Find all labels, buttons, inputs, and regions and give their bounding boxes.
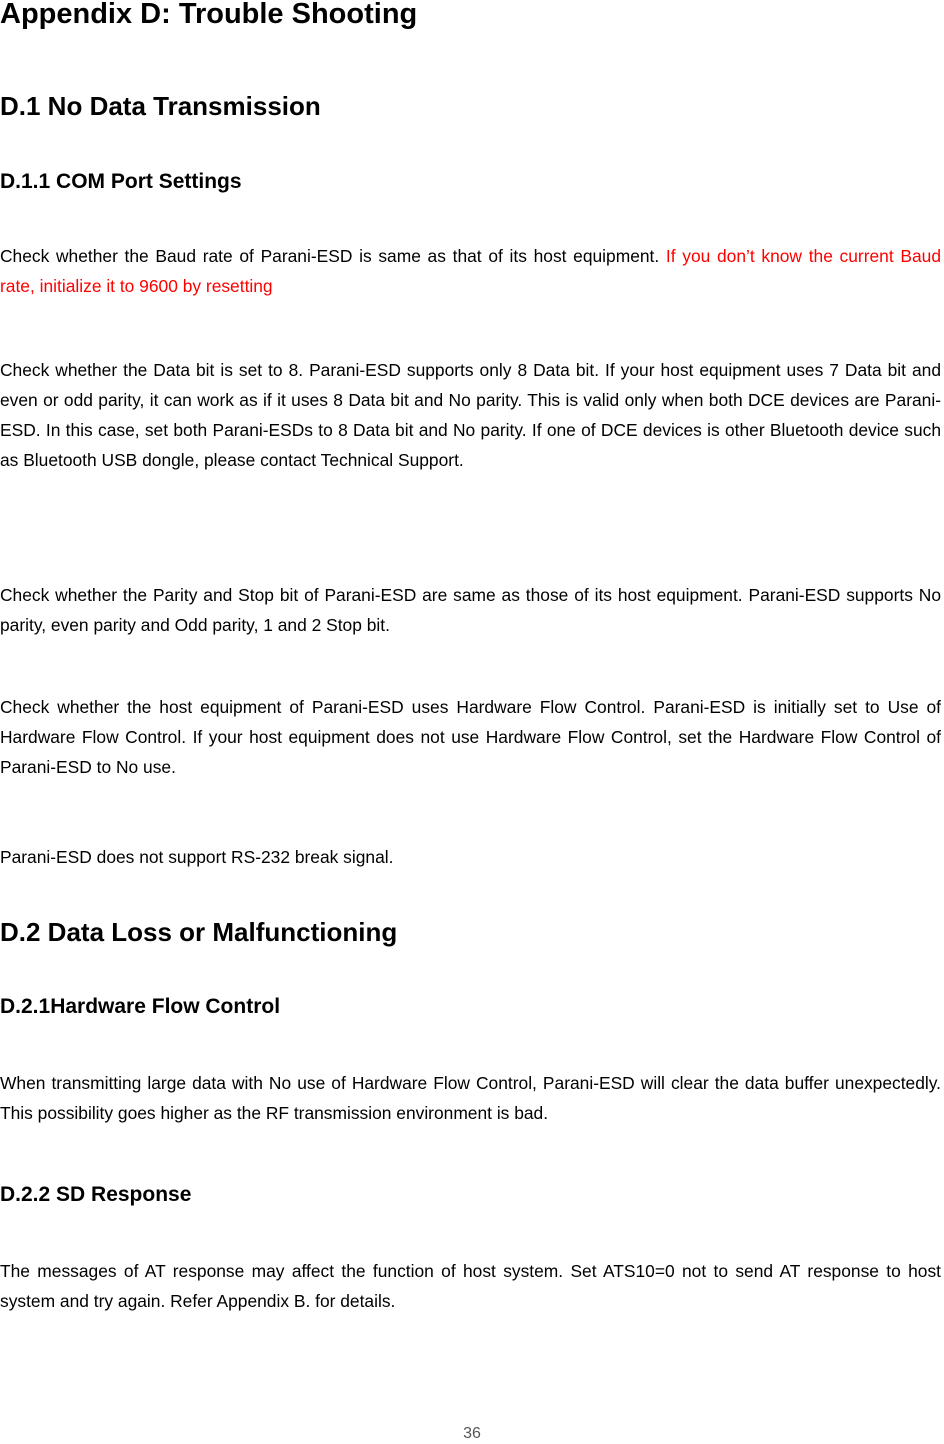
paragraph-baud-rate — [0, 241, 941, 301]
paragraph-hardware-flow-control: When transmitting large data with No use of Hardware Flow Control, Parani-ESD will clear the data buffer unexpectedly. This possibility goes higher as the RF transmission environment is bad. — [0, 1073, 941, 1123]
baud-rate-text: Check whether the Baud rate of Parani-ESD is same as that of its host equipment. — [0, 246, 666, 266]
subsection-heading-d22: D.2.2 SD Response — [0, 1183, 192, 1206]
subsection-heading-d21: D.2.1Hardware Flow Control — [0, 995, 281, 1018]
subsection-heading-d11: D.1.1 COM Port Settings — [0, 170, 242, 193]
baud-rate-warning-text: If you don’t know the current Baud rate, initialize it to 9600 by resetting — [0, 246, 941, 296]
paragraph-parity-stop-bit: Check whether the Parity and Stop bit of Parani-ESD are same as those of its host equipment. Parani-ESD supports No parity, even parity and Odd parity, 1 and 2 Stop bit. — [0, 585, 941, 635]
appendix-title: Appendix D: Trouble Shooting — [0, 0, 418, 30]
paragraph-data-bit: Check whether the Data bit is set to 8. Parani-ESD supports only 8 Data bit. If your host equipment uses 7 Data bit and even or odd parity, it can work as if it uses 8 Data bit and No parity. This is valid only when both DCE devices are Parani-ESD. In this case, set both Parani-ESDs to 8 Data bit and No parity. If one of DCE devices is other Bluetooth device such as Bluetooth USB dongle, please contact Technical Support. — [0, 360, 941, 470]
section-heading-d2: D.2 Data Loss or Malfunctioning — [0, 917, 398, 947]
paragraph-flow-control: Check whether the host equipment of Parani-ESD uses Hardware Flow Control. Parani-ESD is initially set to Use of Hardware Flow Control. If your host equipment does not use Hardware Flow Control, set the Hardware Flow Control of Parani-ESD to No use. — [0, 697, 941, 777]
paragraph-sd-response: The messages of AT response may affect the function of host system. Set ATS10=0 not to send AT response to host system and try again. Refer Appendix B. for details. — [0, 1261, 941, 1311]
paragraph-break-signal: Parani-ESD does not support RS-232 break signal. — [0, 847, 394, 867]
page-number: 36 — [463, 1425, 481, 1442]
section-heading-d1: D.1 No Data Transmission — [0, 91, 321, 121]
